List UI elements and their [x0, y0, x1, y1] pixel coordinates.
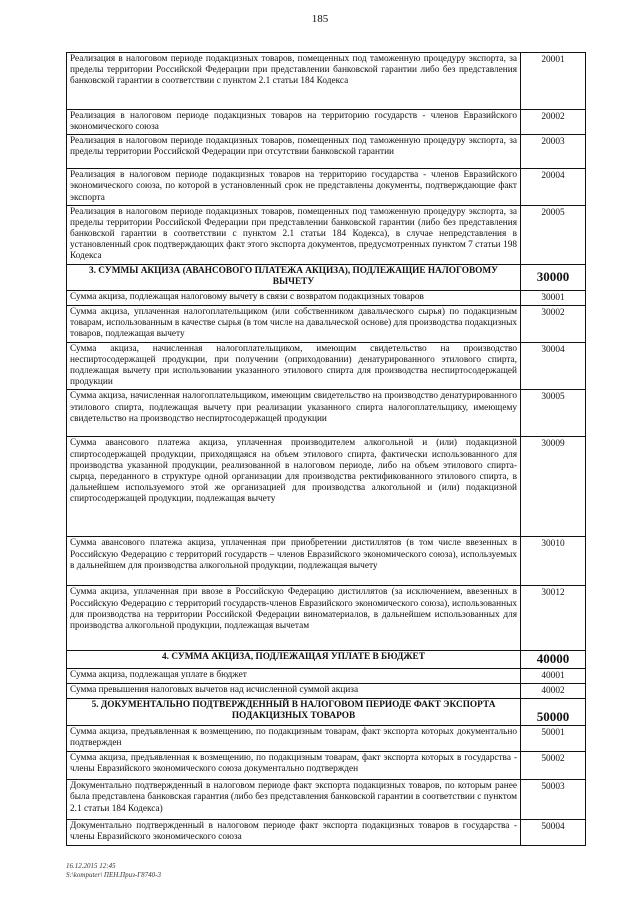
table-row: [67, 820, 586, 845]
table-row: [67, 53, 586, 110]
row-description: Сумма акциза, подлежащая уплате в бюджет: [67, 668, 521, 683]
section-code: 50000: [521, 699, 586, 726]
footer: [66, 862, 161, 880]
footer-timestamp: 16.12.2015 12:45: [66, 862, 116, 870]
row-description: Реализация в налоговом периоде подакцизных товаров на территорию государства - членов Евразийского экономического союза, по которой в установленный срок не представлены документы, подтверждающие факт экспорта: [67, 169, 521, 205]
section-title: 3. СУММЫ АКЦИЗА (АВАНСОВОГО ПЛАТЕЖА АКЦИЗА), ПОДЛЕЖАЩИЕ НАЛОГОВОМУ ВЫЧЕТУ: [67, 264, 521, 290]
row-code: 40001: [521, 668, 586, 683]
section-header-row: [67, 699, 586, 726]
table-row: [67, 305, 586, 342]
row-code: 50004: [521, 820, 586, 845]
row-description: Сумма акциза, начисленная налогоплательщиком, имеющим свидетельство на производство неспиртосодержащей продукции, при получении (оприходовании) денатурированного этилового спирта, подлежащая вычету при использовании указанного этилового спирта для производства неспиртосодержащей продукции: [67, 342, 521, 390]
row-code: 30012: [521, 586, 586, 651]
section-header-row: [67, 264, 586, 290]
row-description: Сумма акциза, подлежащая налоговому вычету в связи с возвратом подакцизных товаров: [67, 290, 521, 305]
table-row: [67, 780, 586, 820]
table-row: [67, 684, 586, 699]
table-row: [67, 752, 586, 780]
row-code: 50002: [521, 752, 586, 780]
row-code: 20002: [521, 110, 586, 135]
row-description: Сумма акциза, предъявленная к возмещению, по подакцизным товарам, факт экспорта которых в государства - члены Евразийского экономического союза документально подтвержден: [67, 752, 521, 780]
table-row: [67, 726, 586, 752]
row-description: Сумма авансового платежа акциза, уплаченная при приобретении дистиллятов (в том числе ввезенных в Российскую Федерацию с территорий государств – членов Евразийского экономического союза), используемых в дальнейшем для производства алкогольной продукции, подлежащая вычету: [67, 537, 521, 586]
section-code: 30000: [521, 264, 586, 290]
row-description: Реализация в налоговом периоде подакцизных товаров, помещенных под таможенную процедуру экспорта, за пределы территории Российской Федерации при представлении банковской гарантии (либо без представления банковской гарантии в соответствии с пунктом 2.1 статьи 184 Кодекса), в случае непредставления в установленный срок подтверждающих факт этого экспорта документов, предусмотренных пунктом 7 статьи 198 Кодекса: [67, 205, 521, 264]
row-code: 50003: [521, 780, 586, 820]
row-description: Сумма акциза, начисленная налогоплательщиком, имеющим свидетельство на производство денатурированного этилового спирта, подлежащая вычету при реализации указанного спирта налогоплательщику, имеющему свидетельство на производство неспиртосодержащей продукции: [67, 390, 521, 437]
row-code: 20005: [521, 205, 586, 264]
row-code: 20003: [521, 135, 586, 169]
row-description: Сумма авансового платежа акциза, уплаченная производителем алкогольной и (или) подакцизной спиртосодержащей продукции, приходящаяся на объем этилового спирта, фактически использованного для производства указанной продукции, реализованной в налоговом периоде, либо на объем этилового спирта-сырца, переданного в структуре одной организации для производства ректификованного этилового спирта, в дальнейшем используемого этой же организацией для производства алкогольной и (или) подакцизной спиртосодержащей продукции, подлежащая вычету: [67, 437, 521, 537]
row-description: Сумма акциза, уплаченная налогоплательщиком (или собственником давальческого сырья) по подакцизным товарам, использованным в качестве сырья (в том числе на давальческой основе) для производства подакцизных товаров, подлежащая вычету: [67, 305, 521, 342]
row-code: 50001: [521, 726, 586, 752]
table-row: [67, 437, 586, 537]
table-row: [67, 290, 586, 305]
row-description: Сумма акциза, уплаченная при ввозе в Российскую Федерацию дистиллятов (за исключением, ввезенных в Российскую Федерацию с территорий государств-членов Евразийского экономического союза), использованных для производства на территории Российской Федерации виноматериалов, в дальнейшем использованных для производства алкогольной продукции, подлежащая вычетам: [67, 586, 521, 651]
page-number: 185: [311, 13, 329, 25]
table-row: [67, 390, 586, 437]
table-row: [67, 342, 586, 390]
row-description: Реализация в налоговом периоде подакцизных товаров, помещенных под таможенную процедуру экспорта, за пределы территории Российской Федерации при представлении банковской гарантии либо без представления банковской гарантии в соответствии с пунктом 2.1 статьи 184 Кодекса: [67, 53, 521, 110]
row-code: 30005: [521, 390, 586, 437]
table-row: [67, 586, 586, 651]
section-title: 5. ДОКУМЕНТАЛЬНО ПОДТВЕРЖДЕННЫЙ В НАЛОГОВОМ ПЕРИОДЕ ФАКТ ЭКСПОРТА ПОДАКЦИЗНЫХ ТОВАРОВ: [67, 699, 521, 726]
codes-table: [66, 52, 586, 846]
row-code: 20001: [521, 53, 586, 110]
row-code: 30010: [521, 537, 586, 586]
table-row: [67, 668, 586, 683]
row-code: 30001: [521, 290, 586, 305]
row-code: 30004: [521, 342, 586, 390]
section-title: 4. СУММА АКЦИЗА, ПОДЛЕЖАЩАЯ УПЛАТЕ В БЮДЖЕТ: [67, 651, 521, 669]
section-code: 40000: [521, 651, 586, 669]
row-code: 40002: [521, 684, 586, 699]
row-description: Сумма акциза, предъявленная к возмещению, по подакцизным товарам, факт экспорта которых документально подтвержден: [67, 726, 521, 752]
footer-filepath: S:\komputer\ ПЕН.Приз-Г8740-3: [66, 870, 161, 879]
section-header-row: [67, 651, 586, 669]
row-description: Документально подтвержденный в налоговом периоде факт экспорта подакцизных товаров в государства - члены Евразийского экономического союза: [67, 820, 521, 845]
row-description: Реализация в налоговом периоде подакцизных товаров, помещенных под таможенную процедуру экспорта, за пределы территории Российской Федерации при отсутствии банковской гарантии: [67, 135, 521, 169]
row-code: 30002: [521, 305, 586, 342]
row-code: 30009: [521, 437, 586, 537]
row-description: Сумма превышения налоговых вычетов над исчисленной суммой акциза: [67, 684, 521, 699]
table-row: [67, 135, 586, 169]
table-row: [67, 110, 586, 135]
row-code: 20004: [521, 169, 586, 205]
row-description: Реализация в налоговом периоде подакцизных товаров на территорию государств - членов Евразийского экономического союза: [67, 110, 521, 135]
row-description: Документально подтвержденный в налоговом периоде факт экспорта подакцизных товаров, по которым ранее была представлена банковская гарантия (либо без представления банковской гарантии в соответствии с пунктом 2.1 статьи 184 Кодекса): [67, 780, 521, 820]
table-row: [67, 205, 586, 264]
table-row: [67, 169, 586, 205]
table-row: [67, 537, 586, 586]
